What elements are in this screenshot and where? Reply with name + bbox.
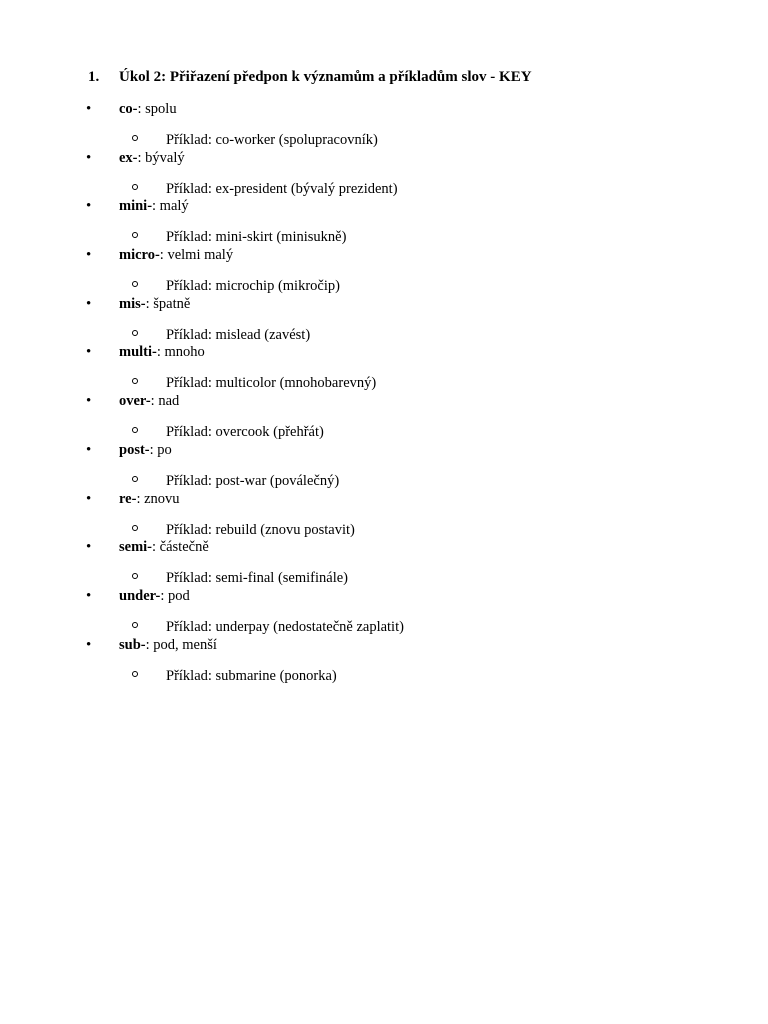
example-text: Příklad: mislead (zavést)	[166, 326, 311, 343]
bullet-icon: •	[86, 490, 92, 507]
circle-bullet-icon	[132, 427, 138, 433]
bullet-icon: •	[86, 295, 92, 312]
prefix-definition	[119, 246, 233, 264]
example-text: Příklad: multicolor (mnohobarevný)	[166, 375, 377, 392]
prefix-meaning: : bývalý	[137, 149, 185, 166]
prefix-meaning: : po	[149, 441, 172, 458]
prefix-term: multi-	[119, 344, 157, 361]
list-item	[0, 295, 768, 344]
prefix-term: re-	[119, 490, 137, 507]
prefix-definition	[119, 100, 177, 118]
circle-bullet-icon	[132, 232, 138, 238]
example-text: Příklad: co-worker (spolupracovník)	[166, 132, 378, 148]
circle-bullet-icon	[132, 476, 138, 482]
document-heading	[88, 68, 532, 86]
circle-bullet-icon	[132, 573, 138, 579]
list-item	[0, 587, 768, 636]
prefix-definition	[119, 295, 190, 313]
list-item	[0, 538, 768, 587]
prefix-term: sub-	[119, 636, 146, 653]
prefix-term: co-	[119, 101, 138, 117]
prefix-definition	[119, 538, 209, 556]
bullet-icon: •	[86, 539, 92, 556]
prefix-definition	[119, 587, 190, 605]
example-text: Příklad: submarine (ponorka)	[166, 667, 337, 684]
list-item	[0, 100, 768, 149]
bullet-icon: •	[86, 393, 92, 410]
circle-bullet-icon	[132, 330, 138, 336]
bullet-icon: •	[86, 149, 92, 166]
prefix-definition	[119, 392, 179, 410]
prefix-definition	[119, 441, 172, 459]
prefix-meaning: : malý	[152, 198, 189, 215]
circle-bullet-icon	[132, 622, 138, 628]
circle-bullet-icon	[132, 135, 138, 141]
list-item	[0, 636, 768, 685]
example-text: Příklad: microchip (mikročip)	[166, 278, 340, 295]
prefix-definition	[119, 149, 185, 167]
list-item	[0, 343, 768, 392]
bullet-icon: •	[86, 198, 92, 215]
prefix-meaning: : částečně	[152, 539, 209, 556]
prefix-definition	[119, 343, 205, 361]
circle-bullet-icon	[132, 281, 138, 287]
circle-bullet-icon	[132, 525, 138, 531]
list-item	[0, 197, 768, 246]
prefix-meaning: : spolu	[137, 101, 177, 117]
example-text: Příklad: overcook (přehřát)	[166, 424, 324, 441]
example-text: Příklad: mini-skirt (minisukně)	[166, 229, 347, 246]
prefix-term: over-	[119, 393, 151, 410]
heading-number: 1.	[88, 69, 100, 85]
circle-bullet-icon	[132, 378, 138, 384]
prefix-term: post-	[119, 441, 150, 458]
list-item	[0, 441, 768, 490]
prefix-meaning: : špatně	[145, 295, 191, 312]
bullet-icon: •	[86, 101, 92, 117]
example-text: Příklad: post-war (poválečný)	[166, 472, 340, 489]
list-item	[0, 490, 768, 539]
prefix-meaning: : mnoho	[156, 344, 205, 361]
prefix-definition	[119, 197, 189, 215]
prefix-term: ex-	[119, 149, 138, 166]
prefix-list	[0, 100, 768, 684]
circle-bullet-icon	[132, 184, 138, 190]
prefix-term: micro-	[119, 247, 160, 264]
bullet-icon: •	[86, 636, 92, 653]
prefix-meaning: : nad	[150, 393, 180, 410]
circle-bullet-icon	[132, 671, 138, 677]
list-item	[0, 149, 768, 198]
example-text: Příklad: ex-president (bývalý prezident)	[166, 180, 398, 197]
prefix-term: under-	[119, 587, 161, 604]
prefix-meaning: : velmi malý	[159, 247, 234, 264]
heading-text: Úkol 2: Přiřazení předpon k významům a příkladům slov - KEY	[119, 69, 532, 85]
example-text: Příklad: semi-final (semifinále)	[166, 570, 349, 587]
bullet-icon: •	[86, 344, 92, 361]
bullet-icon: •	[86, 587, 92, 604]
example-text: Příklad: underpay (nedostatečně zaplatit)	[166, 618, 404, 635]
prefix-meaning: : pod	[160, 587, 190, 604]
prefix-term: semi-	[119, 539, 153, 556]
example-text: Příklad: rebuild (znovu postavit)	[166, 521, 355, 538]
prefix-meaning: : pod, menší	[145, 636, 217, 653]
prefix-definition	[119, 636, 217, 654]
prefix-meaning: : znovu	[136, 490, 180, 507]
bullet-icon: •	[86, 247, 92, 264]
prefix-definition	[119, 490, 180, 508]
list-item	[0, 246, 768, 295]
bullet-icon: •	[86, 441, 92, 458]
prefix-term: mini-	[119, 198, 153, 215]
prefix-term: mis-	[119, 295, 146, 312]
list-item	[0, 392, 768, 441]
